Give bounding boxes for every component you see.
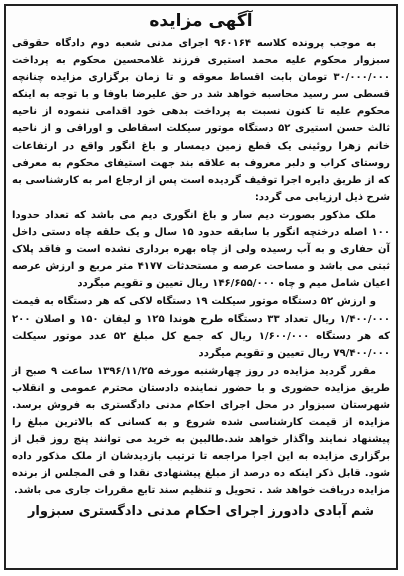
notice-paragraph: ملک مذکور بصورت دیم سار و باغ انگوری دیم می باشد که تعداد حدودا ۱۰۰ اصله درختچه انگور با سابقه حدود ۱۵ سال و یک حلقه چاه دستی داخل آن حفاری و به آب رسیده ولی از چاه بهره برداری نشده است و فاقد پلاک ثبتی می باشد و مساحت عرصه و مستحدثات ۴۱۷۷ متر مربع و ارزش عرصه اعیان شامل میم و چاه ۱۴۶/۶۵۵/۰۰۰ ریال تعیین و تقویم میگردد	[12, 209, 390, 290]
notice-paragraph: به موجب پرونده کلاسه ۹۶۰۱۶۴ اجرای مدنی شعبه دوم دادگاه حقوقی سبزوار محکوم علیه محمد استیری فرزند غلامحسین محکوم به پرداخت ۳۰/۰۰۰/۰۰۰ تومان بابت اقساط معوقه و تا زمان برگزاری مزایده چنانچه قسطی سر رسید محاسبه خواهد شد در حق علیرضا باوفا و با توجه به اینکه محکوم علیه تا کنون نسبت به پرداخت بدهی خود اقدامی ننموده از ناحیه ثالث حسن استیری ۵۲ دستگاه موتور سیکلت اسقاطی و اوراقی و از ناحیه خانم زهرا روئینی یک قطع زمین دیمسار و باغ انگور واقع در ارتفاعات روستای کراب و دلبر معروف به علاقه بند جهت استیفای محکوم به معرفی که از طریق دایره اجرا توقیف گردیده است پس از ارجاع امر به کارشناسی به شرح ذیل ارزیابی می گردد:	[12, 38, 390, 203]
notice-paragraph: مقرر گردید مزایده در روز چهارشنبه مورخه ۱۳۹۶/۱۱/۲۵ ساعت ۹ صبح از طریق مزایده حضوری و با حضور نماینده دادستان محترم عمومی و انقلاب شهرستان سبزوار در محل اجرای احکام مدنی دادگستری به فروش برسد. مزایده از قیمت کارشناسی شده شروع و به کسانی که بالاترین مبلغ را پیشنهاد نمایند واگذار خواهد شد.طالبین به خرید می توانند پنج روز قبل از برگزاری مزایده به این اجرا مراجعه تا ترتیب بازدیدشان از ملک مذکور داده شود. قابل ذکر اینکه ده درصد از مبلغ پیشنهادی نقدا و فی المجلس از برنده مزایده دریافت خواهد شد . تحویل و تنظیم سند تابع مقررات جاری می باشد.	[12, 365, 390, 497]
notice-paragraph: و ارزش ۵۲ دستگاه موتور سیکلت ۱۹ دستگاه لاکی که هر دستگاه به قیمت ۱/۴۰۰/۰۰۰ ریال تعداد ۳۳ دستگاه طرح هوندا ۱۲۵ و لیفان ۱۵۰ و اصلان ۲۰۰ که هر دستگاه ۱/۶۰۰/۰۰۰ ریال که جمع کل مبلغ ۵۲ عدد موتور سیکلت ۷۹/۴۰۰/۰۰۰ ریال تعیین و تقویم میگردد	[12, 296, 390, 359]
notice-title: آگهی مزایده	[149, 11, 253, 31]
notice-body	[6, 35, 396, 500]
notice-frame	[4, 4, 398, 570]
notice-footer: شم آبادی دادورز اجرای احکام مدنی دادگستری سبزوار	[27, 503, 375, 519]
